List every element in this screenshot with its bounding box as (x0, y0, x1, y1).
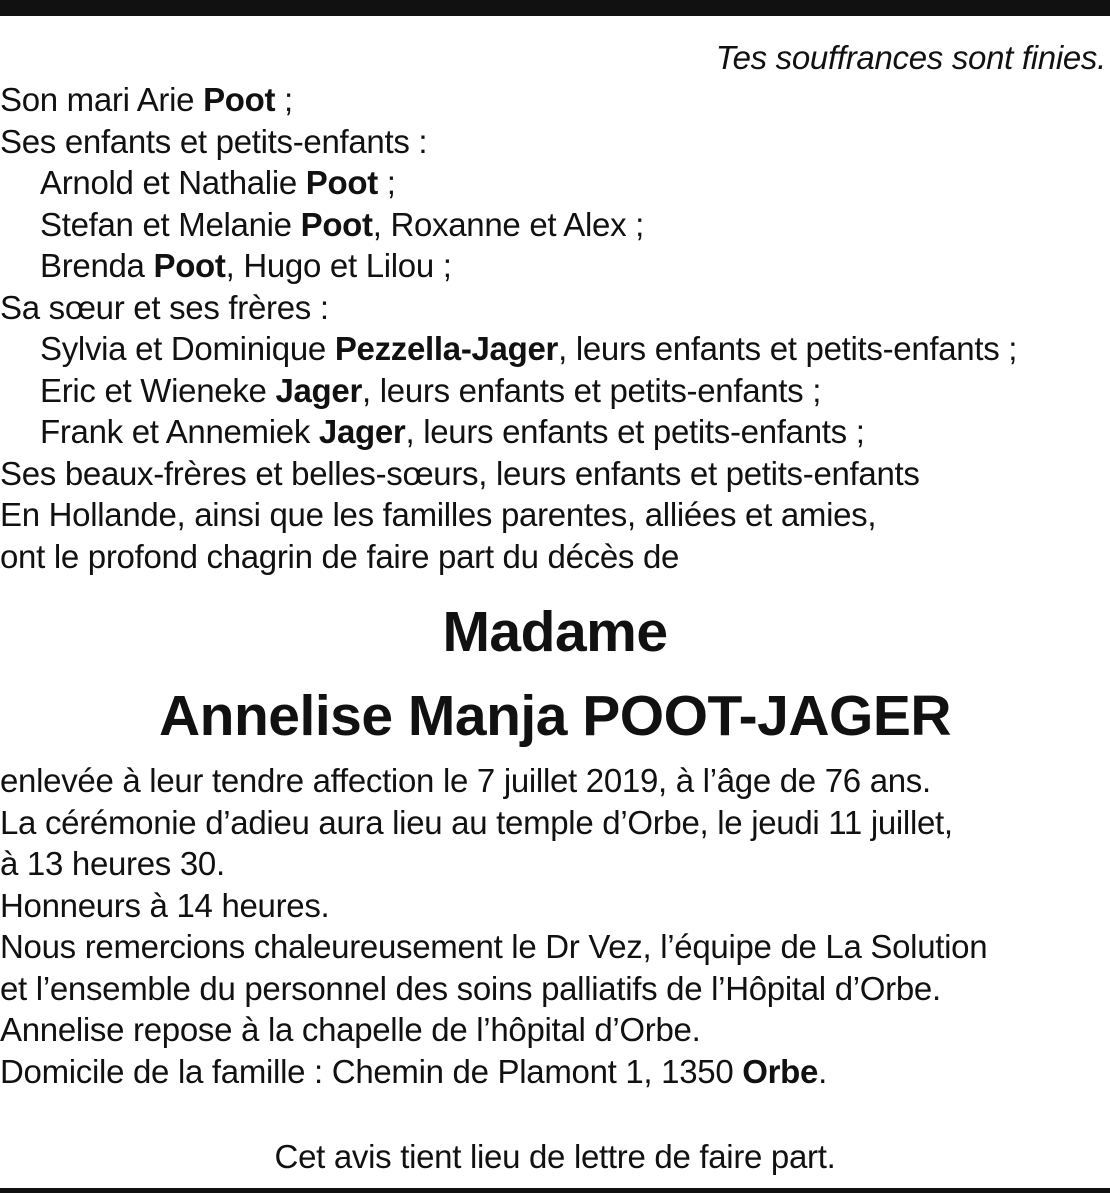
deceased-title: Madame (442, 600, 668, 664)
deceased-block (0, 590, 1110, 758)
child-text: Stefan et Melanie (40, 205, 301, 243)
child-suffix: , Hugo et Lilou ; (225, 247, 452, 284)
domicile-text: Domicile de la famille : Chemin de Plamont 1, 1350 (0, 1052, 743, 1090)
thanks-line: Nous remercions chaleureusement le Dr Vez, l’équipe de La Solution (0, 928, 988, 965)
top-rule (0, 0, 1110, 16)
rest-line: Annelise repose à la chapelle de l’hôpital d’Orbe. (0, 1011, 701, 1048)
child-line (0, 204, 1106, 246)
child-surname: Poot (300, 205, 373, 243)
husband-suffix: ; (275, 81, 293, 118)
child-line (0, 245, 1106, 287)
husband-text: Son mari Arie (0, 81, 204, 118)
sibling-suffix: , leurs enfants et petits-enfants ; (362, 371, 822, 409)
ceremony-time-line: à 13 heures 30. (0, 845, 225, 882)
sibling-line (0, 328, 1106, 370)
child-line (0, 162, 1106, 204)
sibling-suffix: , leurs enfants et petits-enfants ; (558, 330, 1018, 367)
passing-line: enlevée à leur tendre affection le 7 juillet 2019, à l’âge de 76 ans. (0, 762, 931, 799)
closing-note: Cet avis tient lieu de lettre de faire part. (274, 1138, 836, 1175)
siblings-heading: Sa sœur et ses frères : (0, 288, 329, 326)
child-suffix: , Roxanne et Alex ; (372, 205, 645, 243)
sibling-suffix: , leurs enfants et petits-enfants ; (405, 413, 865, 450)
details-block (0, 760, 1106, 1092)
sibling-text: Sylvia et Dominique (40, 330, 335, 367)
honours-line: Honneurs à 14 heures. (0, 886, 330, 924)
domicile-line (0, 1051, 1106, 1093)
sibling-line (0, 370, 1106, 412)
husband-surname: Poot (203, 81, 276, 118)
family-list (0, 79, 1106, 577)
sibling-surname: Jager (275, 371, 363, 409)
sibling-line (0, 411, 1106, 453)
epigraph: Tes souffrances sont finies. (715, 39, 1106, 76)
sibling-surname: Jager (318, 413, 406, 450)
child-suffix: ; (377, 164, 396, 201)
child-text: Brenda (40, 247, 154, 284)
announcement-line: ont le profond chagrin de faire part du décès de (0, 537, 680, 575)
holland-line: En Hollande, ainsi que les familles parentes, alliées et amies, (0, 496, 877, 533)
child-surname: Poot (153, 247, 226, 284)
deceased-name: Annelise Manja POOT-JAGER (158, 684, 951, 748)
sibling-surname: Pezzella-Jager (334, 330, 559, 367)
domicile-suffix: . (818, 1052, 827, 1090)
in-laws-line: Ses beaux-frères et belles-sœurs, leurs enfants et petits-enfants (0, 454, 920, 492)
husband-line (0, 79, 1106, 121)
children-heading: Ses enfants et petits-enfants : (0, 122, 428, 160)
child-surname: Poot (305, 164, 378, 201)
thanks-line-continued: et l’ensemble du personnel des soins palliatifs de l’Hôpital d’Orbe. (0, 969, 941, 1007)
ceremony-line: La cérémonie d’adieu aura lieu au temple d’Orbe, le jeudi 11 juillet, (0, 803, 953, 841)
sibling-text: Eric et Wieneke (40, 371, 276, 409)
child-text: Arnold et Nathalie (40, 164, 306, 201)
domicile-town: Orbe (742, 1052, 819, 1090)
bottom-rule (0, 1188, 1110, 1193)
sibling-text: Frank et Annemiek (40, 413, 319, 450)
